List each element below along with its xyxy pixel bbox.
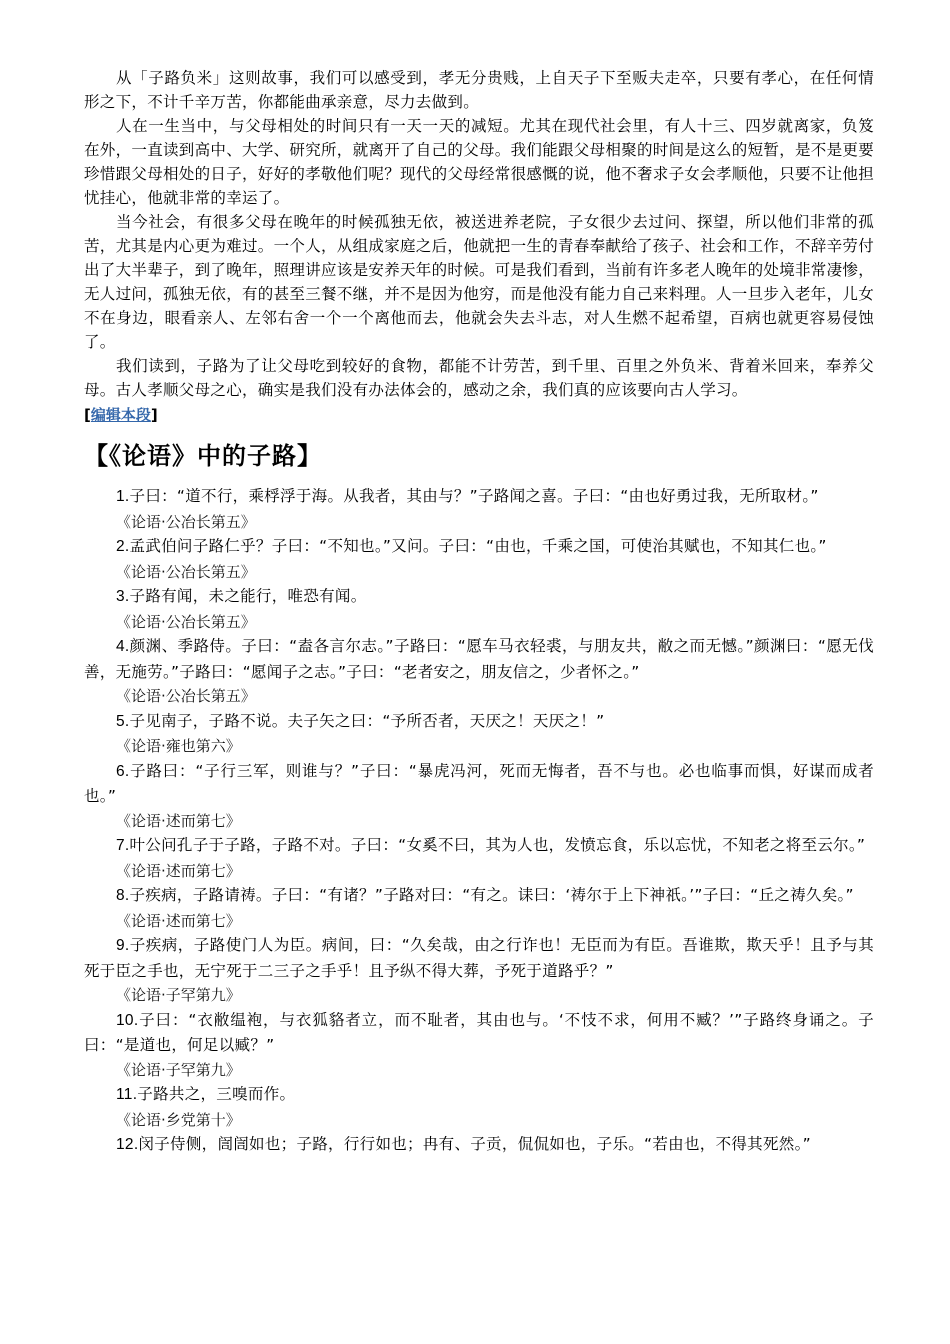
quote-number: 7. (116, 837, 130, 854)
quote-text (84, 534, 874, 560)
quote-body: 子见南子，子路不说。夫子矢之曰：“予所否者，天厌之！天厌之！” (129, 711, 605, 730)
quote-item (84, 534, 874, 584)
quote-number: 12. (116, 1136, 139, 1153)
quote-source: 《论语·公冶长第五》 (116, 562, 256, 581)
quote-item (84, 833, 874, 883)
document-page (84, 66, 874, 1158)
intro-paragraph-4: 我们读到，子路为了让父母吃到较好的食物，都能不计劳苦，到千里、百里之外负米、背着米回来，奉养父母。古人孝顺父母之心，确实是我们没有办法体会的，感动之余，我们真的应该要向古人学习。 (84, 357, 874, 399)
quote-source: 《论语·述而第七》 (116, 811, 241, 830)
quote-source: 《论语·公冶长第五》 (116, 512, 256, 531)
quote-body: 子路共之，三嗅而作。 (137, 1085, 296, 1103)
quote-source: 《论语·公冶长第五》 (116, 687, 256, 705)
quote-text (84, 584, 874, 610)
quote-source: 《论语·子罕第九》 (116, 1060, 241, 1079)
quote-item (84, 709, 874, 759)
quote-item (84, 484, 874, 534)
quote-body: 孟武伯问子路仁乎？子曰：“不知也。”又问。子曰：“由也，千乘之国，可使治其赋也，不知其仁也。” (129, 537, 827, 555)
quote-list (84, 484, 874, 1158)
intro-paragraph-2: 人在一生当中，与父母相处的时间只有一天一天的减短。尤其在现代社会里，有人十三、四岁就离家，负笈在外，一直读到高中、大学、研究所，就离开了自己的父母。我们能跟父母相聚的时间是这么的短暂，是不是更要珍惜跟父母相处的日子，好好的孝敬他们呢？现代的父母经常很感慨的说，他不奢求子女会孝顺他，只要不让他担忧挂心，他就非常的幸运了。 (84, 117, 875, 207)
quote-number: 2. (116, 538, 130, 555)
quote-source: 《论语·乡党第十》 (116, 1110, 241, 1129)
intro-paragraph-3: 当今社会，有很多父母在晚年的时候孤独无依，被送进养老院，子女很少去过问、探望，所以他们非常的孤苦，尤其是内心更为难过。一个人，从组成家庭之后，他就把一生的青春奉献给了孩子、社会和工作，不辞辛劳付出了大半辈子，到了晚年，照理讲应该是安养天年的时候。可是我们看到，当前有许多老人晚年的处境非常凄惨，无人过问，孤独无依，有的甚至三餐不继，并不是因为他穷，而是他没有能力自己来料理。人一旦步入老年，儿女不在身边，眼看亲人、左邻右舍一个一个离他而去，他就会失去斗志，对人生燃不起希望，百病也就更容易侵蚀了。 (84, 213, 875, 351)
edit-section-line (84, 404, 874, 426)
quote-number: 8. (116, 887, 130, 904)
quote-item (84, 1008, 874, 1083)
quote-text (84, 933, 874, 983)
quote-source: 《论语·子罕第九》 (116, 986, 241, 1004)
quote-number: 9. (116, 937, 130, 954)
quote-text (84, 1008, 874, 1058)
quote-body: 叶公问孔子于子路，子路不对。子曰：“女奚不曰，其为人也，发愤忘食，乐以忘忧，不知老之将至云尔。” (129, 836, 866, 854)
quote-text (84, 709, 874, 735)
quote-source: 《论语·公冶长第五》 (116, 612, 256, 631)
quote-number: 3. (116, 588, 130, 605)
edit-open-bracket: [ (84, 406, 91, 424)
quote-text (84, 883, 874, 909)
edit-section-link[interactable]: 编辑本段 (90, 406, 151, 424)
quote-item (84, 1132, 874, 1158)
quote-text (84, 1132, 874, 1158)
quote-body: 闵子侍侧，訚訚如也；子路，行行如也；冉有、子贡，侃侃如也，子乐。“若由也，不得其死然。” (138, 1135, 811, 1153)
quote-body: 颜渊、季路侍。子曰：“盍各言尔志。”子路曰：“愿车马衣轻裘，与朋友共，敝之而无憾。”颜渊曰：“愿无伐善，无施劳。”子路曰：“愿闻子之志。”子曰：“老者安之，朋友信之，少者怀之。” (84, 637, 874, 681)
quote-item (84, 759, 874, 834)
section-heading: 【《论语》中的子路】 (84, 442, 322, 470)
quote-text (84, 1082, 874, 1108)
quote-item (84, 933, 874, 1008)
intro-paragraph-1: 从「子路负米」这则故事，我们可以感受到，孝无分贵贱，上自天子下至贩夫走卒，只要有孝心，在任何情形之下，不计千辛万苦，你都能曲承亲意，尽力去做到。 (84, 69, 874, 111)
quote-text (84, 833, 874, 859)
quote-body: 子曰：“道不行，乘桴浮于海。从我者，其由与？”子路闻之喜。子曰：“由也好勇过我，无所取材。” (129, 487, 819, 505)
quote-source: 《论语·述而第七》 (116, 861, 241, 880)
quote-body: 子疾病，子路请祷。子曰：“有诸？”子路对曰：“有之。诔曰：‘祷尔于上下神祇。’”子曰：“丘之祷久矣。” (129, 886, 854, 904)
quote-body: 子疾病，子路使门人为臣。病间，曰：“久矣哉，由之行诈也！无臣而为有臣。吾谁欺，欺天乎！且予与其死于臣之手也，无宁死于二三子之手乎！且予纵不得大葬，予死于道路乎？” (84, 936, 874, 980)
quote-item (84, 634, 874, 709)
quote-body: 子路有闻，未之能行，唯恐有闻。 (129, 587, 367, 605)
quote-number: 10. (116, 1011, 139, 1029)
quote-item (84, 584, 874, 634)
quote-number: 6. (116, 762, 130, 780)
quote-text (84, 634, 874, 684)
quote-source: 《论语·述而第七》 (116, 911, 241, 930)
quote-number: 4. (116, 638, 130, 655)
quote-item (84, 883, 874, 933)
quote-item (84, 1082, 874, 1132)
quote-number: 5. (116, 712, 130, 730)
quote-body: 子路曰：“子行三军，则谁与？”子曰：“暴虎冯河，死而无悔者，吾不与也。必也临事而惧，好谋而成者也。” (84, 761, 874, 805)
quote-text (84, 759, 874, 809)
quote-text (84, 484, 874, 510)
quote-source: 《论语·雍也第六》 (116, 737, 241, 755)
quote-body: 子曰：“衣敝缊袍，与衣狐貉者立，而不耻者，其由也与。‘不忮不求，何用不臧？’”子路终身诵之。子曰：“是道也，何足以臧？” (84, 1010, 874, 1054)
quote-number: 11. (116, 1086, 138, 1103)
quote-number: 1. (116, 488, 130, 505)
edit-close-bracket: ] (150, 406, 158, 424)
